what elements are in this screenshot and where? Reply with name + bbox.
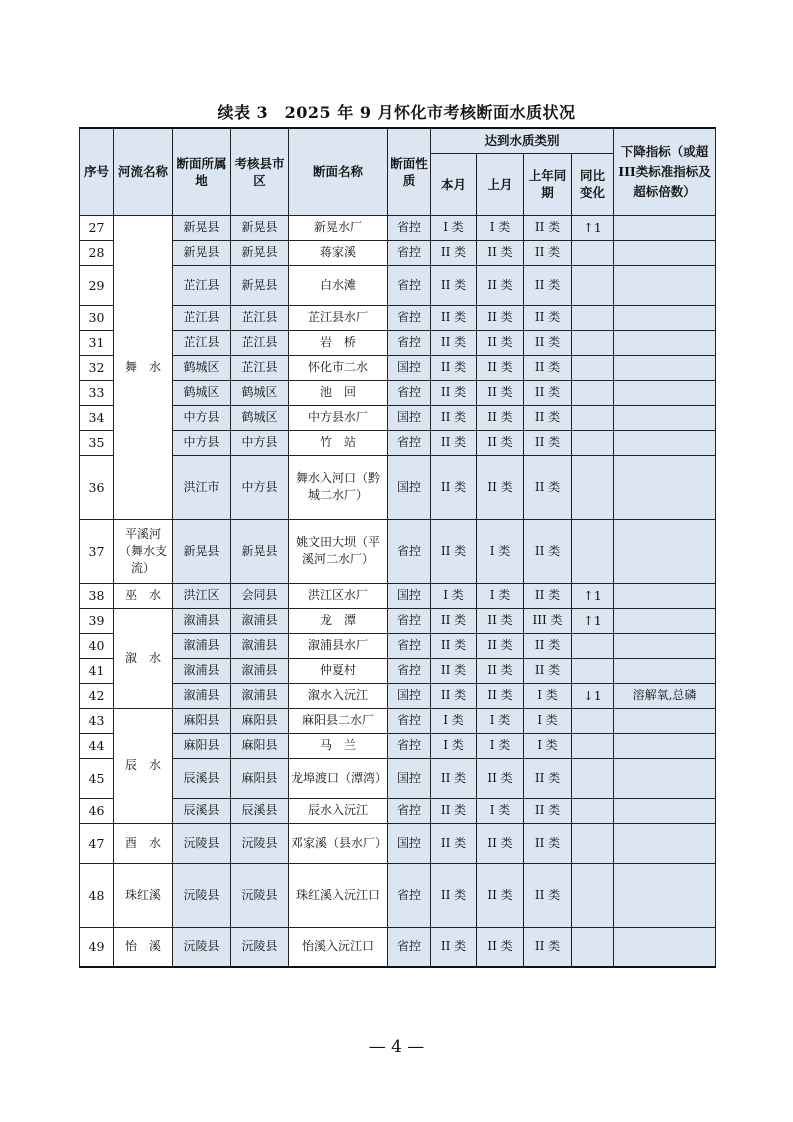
cell-this-month: II 类 (431, 265, 477, 305)
cell-location: 沅陵县 (173, 927, 231, 967)
cell-yoy (572, 863, 614, 927)
cell-this-month: II 类 (431, 430, 477, 455)
cell-yoy (572, 758, 614, 798)
cell-last-month: I 类 (477, 215, 524, 240)
cell-seq: 48 (80, 863, 114, 927)
cell-yoy (572, 733, 614, 758)
table-row (80, 265, 716, 305)
cell-location: 麻阳县 (173, 708, 231, 733)
table-row (80, 330, 716, 355)
cell-yoy (572, 455, 614, 519)
cell-last-month: II 类 (477, 355, 524, 380)
cell-this-month: I 类 (431, 215, 477, 240)
cell-last-month: II 类 (477, 608, 524, 633)
cell-county: 中方县 (231, 430, 289, 455)
cell-last-year: II 类 (524, 355, 572, 380)
cell-this-month: I 类 (431, 733, 477, 758)
cell-indicator: 溶解氧,总磷 (614, 683, 716, 708)
cell-last-month: I 类 (477, 583, 524, 608)
cell-this-month: II 类 (431, 927, 477, 967)
cell-nature: 国控 (388, 758, 431, 798)
header-river: 河流名称 (114, 128, 173, 215)
cell-last-year: II 类 (524, 863, 572, 927)
cell-indicator (614, 405, 716, 430)
cell-indicator (614, 305, 716, 330)
table-row (80, 215, 716, 240)
cell-location: 溆浦县 (173, 633, 231, 658)
cell-this-month: II 类 (431, 305, 477, 330)
cell-location: 中方县 (173, 430, 231, 455)
cell-location: 辰溪县 (173, 798, 231, 823)
cell-location: 鹤城区 (173, 355, 231, 380)
cell-nature: 省控 (388, 215, 431, 240)
cell-last-month: II 类 (477, 330, 524, 355)
table-row (80, 519, 716, 583)
cell-location: 新晃县 (173, 215, 231, 240)
cell-indicator (614, 798, 716, 823)
cell-last-month: II 类 (477, 240, 524, 265)
cell-yoy (572, 265, 614, 305)
cell-last-year: II 类 (524, 430, 572, 455)
table-row (80, 305, 716, 330)
cell-nature: 国控 (388, 455, 431, 519)
cell-county: 新晃县 (231, 265, 289, 305)
cell-seq: 42 (80, 683, 114, 708)
cell-county: 溆浦县 (231, 608, 289, 633)
cell-seq: 45 (80, 758, 114, 798)
cell-seq: 47 (80, 823, 114, 863)
table-row (80, 658, 716, 683)
cell-nature: 省控 (388, 380, 431, 405)
page-number: — 4 — (368, 1037, 425, 1057)
cell-last-year: II 类 (524, 583, 572, 608)
cell-county: 溆浦县 (231, 658, 289, 683)
cell-yoy (572, 355, 614, 380)
cell-location: 麻阳县 (173, 733, 231, 758)
cell-this-month: II 类 (431, 633, 477, 658)
cell-county: 芷江县 (231, 355, 289, 380)
cell-river: 巫 水 (114, 583, 173, 608)
cell-seq: 39 (80, 608, 114, 633)
cell-this-month: II 类 (431, 330, 477, 355)
cell-yoy (572, 430, 614, 455)
cell-river: 溆 水 (114, 608, 173, 708)
cell-this-month: II 类 (431, 798, 477, 823)
cell-yoy (572, 405, 614, 430)
cell-seq: 44 (80, 733, 114, 758)
table-row (80, 240, 716, 265)
cell-last-month: II 类 (477, 380, 524, 405)
cell-last-month: II 类 (477, 265, 524, 305)
cell-last-month: II 类 (477, 683, 524, 708)
cell-indicator (614, 519, 716, 583)
cell-last-year: II 类 (524, 798, 572, 823)
cell-last-month: II 类 (477, 658, 524, 683)
cell-section: 舞水入河口（黔城二水厂） (289, 455, 388, 519)
cell-seq: 35 (80, 430, 114, 455)
cell-this-month: II 类 (431, 355, 477, 380)
cell-river: 平溪河（舞水支流） (114, 519, 173, 583)
cell-location: 新晃县 (173, 519, 231, 583)
cell-county: 麻阳县 (231, 758, 289, 798)
cell-nature: 省控 (388, 305, 431, 330)
cell-nature: 省控 (388, 633, 431, 658)
cell-section: 新晃水厂 (289, 215, 388, 240)
cell-nature: 省控 (388, 330, 431, 355)
cell-seq: 40 (80, 633, 114, 658)
table-row (80, 380, 716, 405)
cell-indicator (614, 633, 716, 658)
cell-section: 仲夏村 (289, 658, 388, 683)
cell-seq: 27 (80, 215, 114, 240)
cell-this-month: I 类 (431, 583, 477, 608)
cell-yoy (572, 519, 614, 583)
cell-last-year: I 类 (524, 683, 572, 708)
cell-indicator (614, 658, 716, 683)
cell-county: 溆浦县 (231, 633, 289, 658)
cell-last-month: II 类 (477, 633, 524, 658)
cell-nature: 国控 (388, 823, 431, 863)
cell-last-year: II 类 (524, 823, 572, 863)
header-quality-group: 达到水质类别 (431, 128, 614, 153)
cell-last-year: III 类 (524, 608, 572, 633)
cell-nature: 国控 (388, 355, 431, 380)
cell-location: 芷江县 (173, 265, 231, 305)
cell-location: 沅陵县 (173, 863, 231, 927)
cell-river: 辰 水 (114, 708, 173, 823)
cell-section: 芷江县水厂 (289, 305, 388, 330)
cell-section: 池 回 (289, 380, 388, 405)
cell-this-month: II 类 (431, 380, 477, 405)
cell-section: 麻阳县二水厂 (289, 708, 388, 733)
cell-county: 辰溪县 (231, 798, 289, 823)
cell-yoy (572, 927, 614, 967)
cell-indicator (614, 455, 716, 519)
cell-location: 洪江区 (173, 583, 231, 608)
cell-indicator (614, 823, 716, 863)
header-indicator: 下降指标（或超III类标准指标及超标倍数） (614, 128, 716, 215)
table-row (80, 455, 716, 519)
cell-section: 溆水入沅江 (289, 683, 388, 708)
table-row (80, 708, 716, 733)
cell-last-year: II 类 (524, 305, 572, 330)
cell-river: 酉 水 (114, 823, 173, 863)
cell-location: 溆浦县 (173, 608, 231, 633)
cell-section: 竹 站 (289, 430, 388, 455)
header-last-month: 上月 (477, 153, 524, 215)
cell-seq: 41 (80, 658, 114, 683)
cell-last-month: II 类 (477, 305, 524, 330)
cell-last-year: II 类 (524, 330, 572, 355)
cell-yoy (572, 708, 614, 733)
cell-last-month: I 类 (477, 798, 524, 823)
cell-last-year: II 类 (524, 758, 572, 798)
cell-seq: 33 (80, 380, 114, 405)
cell-indicator (614, 863, 716, 927)
header-location: 断面所属地 (173, 128, 231, 215)
table-row (80, 430, 716, 455)
cell-seq: 31 (80, 330, 114, 355)
cell-this-month: II 类 (431, 823, 477, 863)
cell-nature: 省控 (388, 708, 431, 733)
cell-location: 洪江市 (173, 455, 231, 519)
table-row (80, 927, 716, 967)
header-seq: 序号 (80, 128, 114, 215)
cell-county: 新晃县 (231, 519, 289, 583)
cell-last-month: I 类 (477, 733, 524, 758)
table-body (80, 215, 716, 967)
table-row (80, 823, 716, 863)
cell-last-year: I 类 (524, 708, 572, 733)
cell-nature: 省控 (388, 608, 431, 633)
cell-county: 鹤城区 (231, 405, 289, 430)
table-row (80, 683, 716, 708)
cell-nature: 省控 (388, 265, 431, 305)
cell-yoy (572, 798, 614, 823)
cell-location: 中方县 (173, 405, 231, 430)
cell-this-month: II 类 (431, 863, 477, 927)
cell-nature: 省控 (388, 798, 431, 823)
cell-last-year: II 类 (524, 658, 572, 683)
cell-yoy (572, 305, 614, 330)
cell-seq: 49 (80, 927, 114, 967)
cell-indicator (614, 330, 716, 355)
cell-last-year: II 类 (524, 927, 572, 967)
cell-location: 沅陵县 (173, 823, 231, 863)
cell-seq: 34 (80, 405, 114, 430)
cell-this-month: II 类 (431, 405, 477, 430)
cell-section: 溆浦县水厂 (289, 633, 388, 658)
cell-this-month: I 类 (431, 708, 477, 733)
cell-last-year: II 类 (524, 240, 572, 265)
cell-indicator (614, 733, 716, 758)
cell-yoy (572, 380, 614, 405)
cell-section: 马 兰 (289, 733, 388, 758)
cell-nature: 省控 (388, 519, 431, 583)
cell-indicator (614, 758, 716, 798)
cell-section: 怀化市二水 (289, 355, 388, 380)
cell-section: 龙 潭 (289, 608, 388, 633)
cell-nature: 省控 (388, 658, 431, 683)
cell-last-year: II 类 (524, 215, 572, 240)
cell-indicator (614, 355, 716, 380)
cell-river: 怡 溪 (114, 927, 173, 967)
cell-seq: 38 (80, 583, 114, 608)
table-row (80, 405, 716, 430)
cell-indicator (614, 583, 716, 608)
header-county: 考核县市区 (231, 128, 289, 215)
cell-seq: 46 (80, 798, 114, 823)
cell-last-month: II 类 (477, 863, 524, 927)
cell-county: 芷江县 (231, 330, 289, 355)
cell-indicator (614, 608, 716, 633)
cell-seq: 29 (80, 265, 114, 305)
cell-section: 洪江区水厂 (289, 583, 388, 608)
cell-location: 芷江县 (173, 305, 231, 330)
cell-yoy: ↑1 (572, 608, 614, 633)
cell-last-year: I 类 (524, 733, 572, 758)
cell-county: 中方县 (231, 455, 289, 519)
header-section: 断面名称 (289, 128, 388, 215)
cell-this-month: II 类 (431, 683, 477, 708)
cell-last-month: II 类 (477, 927, 524, 967)
water-quality-table (79, 127, 716, 968)
cell-last-month: II 类 (477, 455, 524, 519)
cell-nature: 省控 (388, 927, 431, 967)
cell-section: 蒋家溪 (289, 240, 388, 265)
table-row (80, 863, 716, 927)
cell-indicator (614, 708, 716, 733)
table-row (80, 798, 716, 823)
cell-river: 珠红溪 (114, 863, 173, 927)
cell-indicator (614, 265, 716, 305)
cell-this-month: II 类 (431, 658, 477, 683)
cell-location: 芷江县 (173, 330, 231, 355)
cell-last-month: II 类 (477, 758, 524, 798)
cell-county: 沅陵县 (231, 927, 289, 967)
cell-this-month: II 类 (431, 455, 477, 519)
cell-nature: 省控 (388, 863, 431, 927)
cell-location: 辰溪县 (173, 758, 231, 798)
cell-yoy (572, 240, 614, 265)
cell-seq: 37 (80, 519, 114, 583)
cell-county: 鹤城区 (231, 380, 289, 405)
cell-last-month: II 类 (477, 430, 524, 455)
cell-yoy: ↑1 (572, 583, 614, 608)
header-last-year: 上年同期 (524, 153, 572, 215)
cell-nature: 国控 (388, 683, 431, 708)
cell-seq: 30 (80, 305, 114, 330)
cell-section: 邓家溪（县水厂） (289, 823, 388, 863)
cell-county: 沅陵县 (231, 823, 289, 863)
cell-indicator (614, 430, 716, 455)
cell-section: 白水滩 (289, 265, 388, 305)
cell-section: 岩 桥 (289, 330, 388, 355)
cell-last-month: II 类 (477, 823, 524, 863)
cell-section: 珠红溪入沅江口 (289, 863, 388, 927)
header-this-month: 本月 (431, 153, 477, 215)
cell-nature: 省控 (388, 240, 431, 265)
cell-indicator (614, 927, 716, 967)
table-row (80, 733, 716, 758)
cell-location: 新晃县 (173, 240, 231, 265)
cell-nature: 省控 (388, 430, 431, 455)
cell-indicator (614, 380, 716, 405)
cell-county: 新晃县 (231, 240, 289, 265)
cell-location: 溆浦县 (173, 683, 231, 708)
table-row (80, 758, 716, 798)
cell-last-year: II 类 (524, 633, 572, 658)
cell-county: 芷江县 (231, 305, 289, 330)
cell-last-year: II 类 (524, 380, 572, 405)
cell-section: 怡溪入沅江口 (289, 927, 388, 967)
cell-nature: 省控 (388, 733, 431, 758)
table-title: 续表 3 2025 年 9 月怀化市考核断面水质状况 (217, 103, 576, 122)
cell-section: 辰水入沅江 (289, 798, 388, 823)
table-row (80, 583, 716, 608)
cell-this-month: II 类 (431, 758, 477, 798)
cell-last-year: II 类 (524, 455, 572, 519)
cell-seq: 28 (80, 240, 114, 265)
cell-seq: 32 (80, 355, 114, 380)
cell-section: 姚文田大坝（平溪河二水厂） (289, 519, 388, 583)
cell-section: 龙埠渡口（潭湾） (289, 758, 388, 798)
cell-indicator (614, 215, 716, 240)
table-row (80, 633, 716, 658)
cell-county: 会同县 (231, 583, 289, 608)
cell-this-month: II 类 (431, 519, 477, 583)
cell-county: 溆浦县 (231, 683, 289, 708)
cell-county: 新晃县 (231, 215, 289, 240)
cell-last-year: II 类 (524, 405, 572, 430)
cell-last-month: I 类 (477, 708, 524, 733)
cell-location: 鹤城区 (173, 380, 231, 405)
cell-last-year: II 类 (524, 519, 572, 583)
cell-section: 中方县水厂 (289, 405, 388, 430)
cell-seq: 36 (80, 455, 114, 519)
cell-indicator (614, 240, 716, 265)
cell-county: 麻阳县 (231, 708, 289, 733)
cell-nature: 国控 (388, 405, 431, 430)
table-row (80, 608, 716, 633)
cell-last-month: II 类 (477, 405, 524, 430)
cell-nature: 国控 (388, 583, 431, 608)
cell-river: 舞 水 (114, 215, 173, 519)
cell-yoy: ↓1 (572, 683, 614, 708)
cell-county: 麻阳县 (231, 733, 289, 758)
header-nature: 断面性质 (388, 128, 431, 215)
cell-yoy: ↑1 (572, 215, 614, 240)
header-yoy: 同比变化 (572, 153, 614, 215)
cell-seq: 43 (80, 708, 114, 733)
cell-last-month: I 类 (477, 519, 524, 583)
cell-county: 沅陵县 (231, 863, 289, 927)
cell-yoy (572, 633, 614, 658)
cell-this-month: II 类 (431, 608, 477, 633)
cell-yoy (572, 658, 614, 683)
cell-yoy (572, 330, 614, 355)
cell-this-month: II 类 (431, 240, 477, 265)
cell-last-year: II 类 (524, 265, 572, 305)
cell-yoy (572, 823, 614, 863)
table-row (80, 355, 716, 380)
cell-location: 溆浦县 (173, 658, 231, 683)
